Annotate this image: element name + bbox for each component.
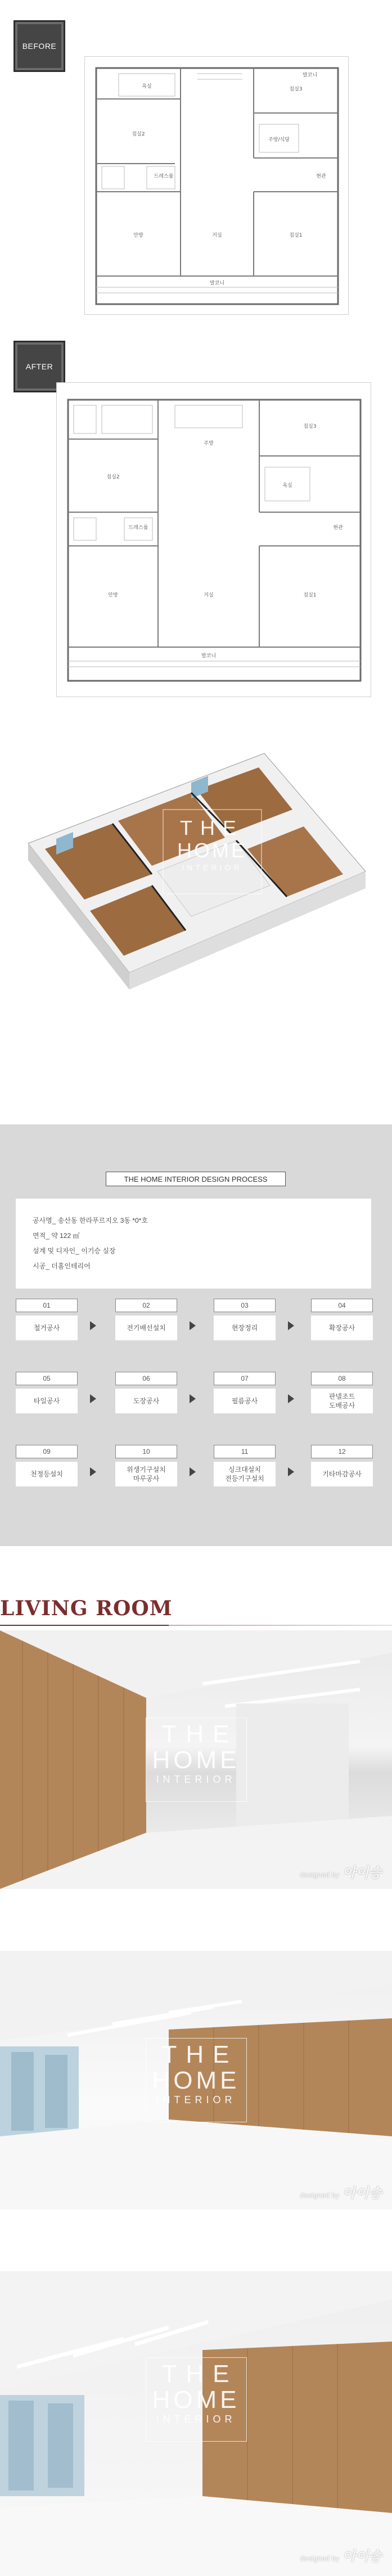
arrow-right-icon <box>288 1394 294 1403</box>
step-number: 09 <box>16 1445 78 1458</box>
before-label-living: 거실 <box>212 233 222 238</box>
arrow-right-icon <box>190 1467 196 1476</box>
arrow-right-icon <box>190 1394 196 1403</box>
before-badge: BEFORE <box>13 20 65 72</box>
before-label-balcony2: 발코니 <box>302 73 318 78</box>
watermark-home: HOME <box>152 2067 240 2094</box>
after-label-living: 거실 <box>204 593 214 598</box>
step-number: 06 <box>115 1372 177 1385</box>
section-divider <box>0 1625 392 1626</box>
iso-watermark-home: HOME <box>177 839 247 862</box>
living-room-photo-1 <box>0 1630 392 1889</box>
step-number: 05 <box>16 1372 78 1385</box>
before-label-bed2: 침실2 <box>132 132 145 137</box>
after-label-entry: 현관 <box>333 525 343 531</box>
step-number: 04 <box>311 1299 373 1312</box>
after-label-bed3: 침실3 <box>303 424 317 430</box>
process-step <box>115 1445 177 1486</box>
before-label-entry: 현관 <box>316 174 326 179</box>
step-label: 현장정리 <box>214 1316 276 1340</box>
before-label-master: 안방 <box>133 233 143 238</box>
process-step <box>311 1445 373 1486</box>
step-number: 12 <box>311 1445 373 1458</box>
info-contractor: 시공_ 더홈인테리어 <box>33 1262 91 1270</box>
living-room-photo-3 <box>0 2271 392 2576</box>
arrow-right-icon <box>90 1467 96 1476</box>
before-label-dress: 드레스룸 <box>154 174 174 179</box>
step-number: 01 <box>16 1299 78 1312</box>
process-step <box>311 1372 373 1413</box>
designer-signature: designed by 아이승 <box>300 2185 382 2201</box>
before-label-bed3: 침실3 <box>289 87 303 92</box>
step-label: 싱크대설치 전등기구설치 <box>214 1462 276 1486</box>
step-number: 03 <box>214 1299 276 1312</box>
step-number: 11 <box>214 1445 276 1458</box>
step-label: 도장공사 <box>115 1389 177 1413</box>
designer-signature: designed by 아이승 <box>300 2548 382 2564</box>
process-step <box>16 1372 78 1413</box>
process-step <box>214 1445 276 1486</box>
process-step <box>311 1299 373 1340</box>
step-number: 02 <box>115 1299 177 1312</box>
after-label-master: 안방 <box>108 593 118 598</box>
step-label: 철거공사 <box>16 1316 78 1340</box>
process-step <box>115 1372 177 1413</box>
watermark-the: THE <box>161 2041 238 2068</box>
after-label-bath: 욕실 <box>282 483 292 489</box>
step-label: 필름공사 <box>214 1389 276 1413</box>
arrow-right-icon <box>288 1467 294 1476</box>
info-area: 면적_ 약 122 ㎡ <box>33 1232 80 1240</box>
step-label: 타일공사 <box>16 1389 78 1413</box>
watermark-home: HOME <box>152 2385 240 2414</box>
before-label-bed1: 침실1 <box>289 233 303 238</box>
before-floor-plan <box>84 56 349 315</box>
after-label-bed1: 침실1 <box>303 593 317 598</box>
info-project-name: 공사명_ 송산동 한라푸르지오 3동 *0*호 <box>33 1217 148 1224</box>
before-label-bath: 욕실 <box>142 84 152 89</box>
arrow-right-icon <box>288 1321 294 1330</box>
living-room-title: LIVING ROOM <box>0 1597 173 1620</box>
iso-watermark-interior: INTERIOR <box>182 863 242 872</box>
step-label: 위생기구설치 마루공사 <box>115 1462 177 1486</box>
watermark-the: THE <box>161 1720 238 1748</box>
watermark-interior: INTERIOR <box>156 1774 236 1785</box>
after-label-bed2: 침실2 <box>106 474 120 480</box>
process-step <box>16 1299 78 1340</box>
after-floor-plan <box>56 382 371 697</box>
process-title: THE HOME INTERIOR DESIGN PROCESS <box>106 1172 286 1186</box>
designer-signature: designed by 아이승 <box>300 1864 382 1881</box>
step-label: 판넬조트 도배공사 <box>311 1389 373 1413</box>
step-label: 전기배선설치 <box>115 1316 177 1340</box>
watermark-logo <box>146 1718 247 1802</box>
step-label: 기타마감공사 <box>311 1462 373 1486</box>
after-label-dress: 드레스룸 <box>128 525 148 531</box>
watermark-the: THE <box>161 2360 238 2388</box>
watermark-interior: INTERIOR <box>156 2094 236 2105</box>
process-step <box>214 1372 276 1413</box>
before-label-balcony: 발코니 <box>209 281 225 286</box>
arrow-right-icon <box>90 1321 96 1330</box>
living-room-photo-2 <box>0 1951 392 2209</box>
watermark-interior: INTERIOR <box>156 2413 236 2425</box>
after-label-kitchen: 주방 <box>204 441 214 446</box>
arrow-right-icon <box>90 1394 96 1403</box>
step-label: 확장공사 <box>311 1316 373 1340</box>
step-label: 천정등설치 <box>16 1462 78 1486</box>
arrow-right-icon <box>190 1321 196 1330</box>
project-info-box <box>16 1199 371 1289</box>
iso-watermark-the: THE <box>180 816 244 839</box>
after-label-balcony: 발코니 <box>201 653 217 659</box>
process-step <box>16 1445 78 1486</box>
watermark-logo <box>146 2038 247 2122</box>
watermark-home: HOME <box>152 1746 240 1774</box>
isometric-3d-plan <box>22 742 371 995</box>
watermark-logo <box>146 2357 247 2442</box>
step-number: 08 <box>311 1372 373 1385</box>
info-designer: 설계 및 디자인_ 이기승 실장 <box>33 1247 116 1255</box>
after-badge: AFTER <box>13 341 65 392</box>
design-process-panel <box>0 1124 392 1546</box>
process-step <box>214 1299 276 1340</box>
step-number: 10 <box>115 1445 177 1458</box>
step-number: 07 <box>214 1372 276 1385</box>
process-step <box>115 1299 177 1340</box>
before-label-kitchen: 주방/식당 <box>268 137 290 143</box>
